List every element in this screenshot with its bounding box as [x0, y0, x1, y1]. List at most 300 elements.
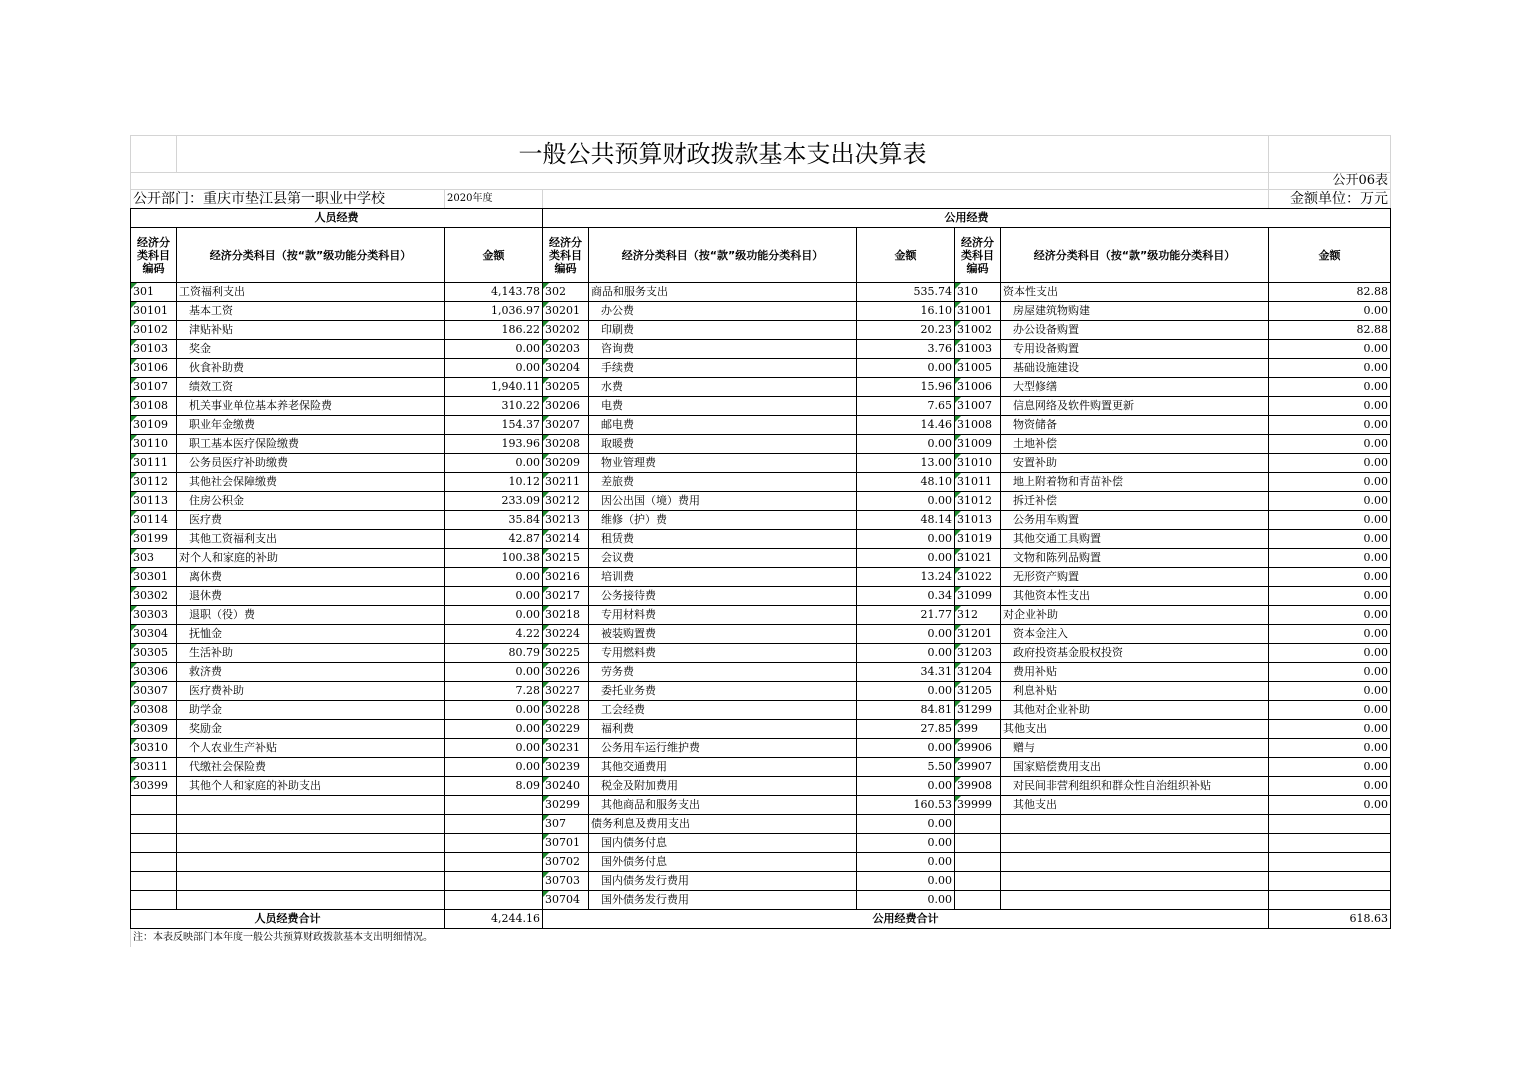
amount-cell: 0.00	[1269, 454, 1391, 473]
amount-cell: 0.00	[857, 644, 955, 663]
item-name-cell: 商品和服务支出	[589, 283, 857, 302]
code-cell: 30702	[543, 853, 589, 872]
amount-cell: 0.00	[445, 720, 543, 739]
amount-cell: 0.00	[1269, 530, 1391, 549]
public-total-label: 公用经费合计	[543, 910, 1269, 929]
code-cell: 30704	[543, 891, 589, 910]
amount-cell: 0.00	[1269, 796, 1391, 815]
item-name-cell: 其他社会保障缴费	[177, 473, 445, 492]
amount-cell: 310.22	[445, 397, 543, 416]
table-row	[131, 853, 1391, 872]
amount-cell: 0.00	[445, 701, 543, 720]
code-cell: 30206	[543, 397, 589, 416]
amount-cell: 0.00	[1269, 720, 1391, 739]
amount-cell	[445, 872, 543, 891]
item-name-cell: 专用燃料费	[589, 644, 857, 663]
item-name-cell: 离休费	[177, 568, 445, 587]
table-row	[131, 796, 1391, 815]
item-name-cell: 退休费	[177, 587, 445, 606]
table-row	[131, 701, 1391, 720]
amount-cell: 7.28	[445, 682, 543, 701]
amount-cell: 0.00	[1269, 663, 1391, 682]
code-cell: 30229	[543, 720, 589, 739]
amount-cell: 0.00	[1269, 340, 1391, 359]
amount-cell: 7.65	[857, 397, 955, 416]
amount-cell: 0.00	[1269, 701, 1391, 720]
amount-cell: 21.77	[857, 606, 955, 625]
item-name-cell: 印刷费	[589, 321, 857, 340]
code-cell: 30209	[543, 454, 589, 473]
table-body	[131, 283, 1391, 910]
expenditure-table	[130, 135, 1391, 947]
code-cell: 30108	[131, 397, 177, 416]
code-cell: 30215	[543, 549, 589, 568]
amount-cell: 233.09	[445, 492, 543, 511]
amount-cell	[445, 815, 543, 834]
code-cell: 30114	[131, 511, 177, 530]
amount-cell: 3.76	[857, 340, 955, 359]
item-name-cell: 国外债务发行费用	[589, 891, 857, 910]
table-row	[131, 492, 1391, 511]
code-cell: 30212	[543, 492, 589, 511]
code-cell: 31201	[955, 625, 1001, 644]
item-name-cell: 退职（役）费	[177, 606, 445, 625]
amount-cell: 0.00	[1269, 492, 1391, 511]
item-name-cell: 地上附着物和青苗补偿	[1001, 473, 1269, 492]
item-name-cell: 办公费	[589, 302, 857, 321]
amount-cell: 186.22	[445, 321, 543, 340]
code-cell: 39907	[955, 758, 1001, 777]
code-cell	[955, 891, 1001, 910]
amount-cell: 193.96	[445, 435, 543, 454]
item-name-cell: 会议费	[589, 549, 857, 568]
amount-cell: 0.00	[445, 568, 543, 587]
amount-cell: 0.00	[1269, 302, 1391, 321]
amount-cell: 34.31	[857, 663, 955, 682]
amount-cell: 0.00	[1269, 397, 1391, 416]
amount-cell: 15.96	[857, 378, 955, 397]
code-cell: 30310	[131, 739, 177, 758]
amount-cell: 0.00	[1269, 606, 1391, 625]
item-name-cell: 救济费	[177, 663, 445, 682]
item-name-cell	[177, 834, 445, 853]
code-cell: 30240	[543, 777, 589, 796]
item-name-cell: 资本性支出	[1001, 283, 1269, 302]
amount-cell: 0.00	[445, 758, 543, 777]
table-row	[131, 397, 1391, 416]
amount-cell: 1,940.11	[445, 378, 543, 397]
code-cell: 30101	[131, 302, 177, 321]
amount-cell: 100.38	[445, 549, 543, 568]
item-name-cell: 资本金注入	[1001, 625, 1269, 644]
item-name-cell: 咨询费	[589, 340, 857, 359]
table-row	[131, 625, 1391, 644]
expenditure-sheet	[130, 135, 1390, 947]
amount-cell: 0.00	[1269, 758, 1391, 777]
code-cell: 399	[955, 720, 1001, 739]
item-name-cell: 基础设施建设	[1001, 359, 1269, 378]
code-cell	[955, 853, 1001, 872]
item-name-cell: 其他交通费用	[589, 758, 857, 777]
item-name-cell: 其他支出	[1001, 720, 1269, 739]
item-name-cell: 工会经费	[589, 701, 857, 720]
blank-cell	[543, 190, 1269, 209]
amount-cell: 0.00	[857, 625, 955, 644]
item-name-cell: 国家赔偿费用支出	[1001, 758, 1269, 777]
amount-cell: 84.81	[857, 701, 955, 720]
code-cell: 31003	[955, 340, 1001, 359]
amount-cell: 0.00	[1269, 359, 1391, 378]
code-cell: 30107	[131, 378, 177, 397]
code-cell	[131, 815, 177, 834]
code-cell: 31002	[955, 321, 1001, 340]
item-name-cell: 职业年金缴费	[177, 416, 445, 435]
item-name-cell	[1001, 834, 1269, 853]
item-name-cell: 国外债务付息	[589, 853, 857, 872]
code-cell: 30302	[131, 587, 177, 606]
amount-cell	[445, 891, 543, 910]
item-name-cell	[1001, 872, 1269, 891]
item-name-cell	[1001, 815, 1269, 834]
blank-cell	[1269, 136, 1391, 173]
amount-cell: 0.00	[857, 530, 955, 549]
item-name-cell: 劳务费	[589, 663, 857, 682]
code-cell: 30299	[543, 796, 589, 815]
item-name-cell: 差旅费	[589, 473, 857, 492]
code-cell: 310	[955, 283, 1001, 302]
code-cell: 31299	[955, 701, 1001, 720]
amount-cell: 0.00	[857, 853, 955, 872]
table-row	[131, 568, 1391, 587]
amount-cell: 20.23	[857, 321, 955, 340]
item-name-cell: 福利费	[589, 720, 857, 739]
code-cell: 312	[955, 606, 1001, 625]
item-name-cell: 机关事业单位基本养老保险费	[177, 397, 445, 416]
amount-cell: 0.00	[1269, 739, 1391, 758]
item-name-cell	[177, 872, 445, 891]
code-cell: 39906	[955, 739, 1001, 758]
amount-cell: 0.00	[857, 872, 955, 891]
item-name-cell: 税金及附加费用	[589, 777, 857, 796]
item-name-cell: 无形资产购置	[1001, 568, 1269, 587]
amount-cell: 0.00	[1269, 777, 1391, 796]
item-name-cell: 专用设备购置	[1001, 340, 1269, 359]
code-cell: 31022	[955, 568, 1001, 587]
unit-label: 金额单位：万元	[1269, 190, 1391, 209]
amount-cell: 82.88	[1269, 283, 1391, 302]
item-name-cell: 津贴补贴	[177, 321, 445, 340]
item-name-cell: 个人农业生产补贴	[177, 739, 445, 758]
item-name-cell: 水费	[589, 378, 857, 397]
code-cell: 30701	[543, 834, 589, 853]
amount-cell: 80.79	[445, 644, 543, 663]
item-name-cell: 手续费	[589, 359, 857, 378]
table-row	[131, 340, 1391, 359]
amount-cell: 42.87	[445, 530, 543, 549]
table-row	[131, 283, 1391, 302]
table-row	[131, 549, 1391, 568]
code-cell: 30112	[131, 473, 177, 492]
item-name-cell	[177, 796, 445, 815]
item-name-cell: 其他支出	[1001, 796, 1269, 815]
code-cell: 30226	[543, 663, 589, 682]
item-name-cell	[177, 815, 445, 834]
amount-cell: 0.34	[857, 587, 955, 606]
table-row	[131, 416, 1391, 435]
amount-cell	[445, 834, 543, 853]
table-row	[131, 872, 1391, 891]
code-cell: 31009	[955, 435, 1001, 454]
table-row	[131, 644, 1391, 663]
amount-cell	[1269, 853, 1391, 872]
amount-cell: 4,143.78	[445, 283, 543, 302]
item-name-cell: 对个人和家庭的补助	[177, 549, 445, 568]
amount-cell: 0.00	[1269, 473, 1391, 492]
item-name-cell: 职工基本医疗保险缴费	[177, 435, 445, 454]
amount-cell: 0.00	[1269, 625, 1391, 644]
amount-cell	[445, 853, 543, 872]
item-name-cell: 物业管理费	[589, 454, 857, 473]
table-row	[131, 473, 1391, 492]
item-name-cell: 培训费	[589, 568, 857, 587]
item-name-cell: 电费	[589, 397, 857, 416]
column-header-code: 经济分类科目编码	[543, 228, 589, 283]
item-name-cell: 公务员医疗补助缴费	[177, 454, 445, 473]
amount-cell: 13.00	[857, 454, 955, 473]
code-cell: 30217	[543, 587, 589, 606]
code-cell: 31205	[955, 682, 1001, 701]
item-name-cell: 信息网络及软件购置更新	[1001, 397, 1269, 416]
code-cell: 30208	[543, 435, 589, 454]
item-name-cell: 大型修缮	[1001, 378, 1269, 397]
table-row	[131, 359, 1391, 378]
code-cell: 31007	[955, 397, 1001, 416]
item-name-cell: 奖金	[177, 340, 445, 359]
table-row	[131, 682, 1391, 701]
code-cell: 31008	[955, 416, 1001, 435]
code-cell: 30231	[543, 739, 589, 758]
item-name-cell: 其他工资福利支出	[177, 530, 445, 549]
amount-cell: 0.00	[857, 777, 955, 796]
code-cell: 30201	[543, 302, 589, 321]
item-name-cell: 住房公积金	[177, 492, 445, 511]
code-cell	[955, 872, 1001, 891]
code-cell: 30218	[543, 606, 589, 625]
item-name-cell: 其他个人和家庭的补助支出	[177, 777, 445, 796]
code-cell: 30204	[543, 359, 589, 378]
item-name-cell: 债务利息及费用支出	[589, 815, 857, 834]
item-name-cell: 物资储备	[1001, 416, 1269, 435]
column-header-name: 经济分类科目（按“款”级功能分类科目）	[177, 228, 445, 283]
item-name-cell: 对民间非营利组织和群众性自治组织补贴	[1001, 777, 1269, 796]
code-cell: 30224	[543, 625, 589, 644]
amount-cell: 0.00	[857, 549, 955, 568]
table-row	[131, 663, 1391, 682]
code-cell: 30199	[131, 530, 177, 549]
amount-cell: 27.85	[857, 720, 955, 739]
amount-cell: 0.00	[445, 663, 543, 682]
column-header-name: 经济分类科目（按“款”级功能分类科目）	[1001, 228, 1269, 283]
code-cell: 30307	[131, 682, 177, 701]
amount-cell: 13.24	[857, 568, 955, 587]
code-cell: 30109	[131, 416, 177, 435]
code-cell: 30308	[131, 701, 177, 720]
item-name-cell: 取暖费	[589, 435, 857, 454]
table-row	[131, 815, 1391, 834]
code-cell	[955, 815, 1001, 834]
page-title: 一般公共预算财政拨款基本支出决算表	[177, 136, 1269, 173]
item-name-cell: 安置补助	[1001, 454, 1269, 473]
code-cell: 30202	[543, 321, 589, 340]
code-cell: 30214	[543, 530, 589, 549]
amount-cell: 0.00	[1269, 682, 1391, 701]
table-row	[131, 530, 1391, 549]
personnel-total-label: 人员经费合计	[131, 910, 445, 929]
code-cell: 302	[543, 283, 589, 302]
item-name-cell: 房屋建筑物购建	[1001, 302, 1269, 321]
table-row	[131, 435, 1391, 454]
item-name-cell: 助学金	[177, 701, 445, 720]
amount-cell	[1269, 815, 1391, 834]
code-cell: 39908	[955, 777, 1001, 796]
code-cell: 30301	[131, 568, 177, 587]
code-cell	[131, 796, 177, 815]
amount-cell: 1,036.97	[445, 302, 543, 321]
code-cell: 30399	[131, 777, 177, 796]
code-cell: 39999	[955, 796, 1001, 815]
item-name-cell: 租赁费	[589, 530, 857, 549]
amount-cell: 0.00	[857, 359, 955, 378]
table-row	[131, 758, 1391, 777]
code-cell: 31099	[955, 587, 1001, 606]
fiscal-year: 2020年度	[445, 190, 543, 209]
code-cell: 307	[543, 815, 589, 834]
item-name-cell	[1001, 891, 1269, 910]
public-total-amount: 618.63	[1269, 910, 1391, 929]
code-cell	[131, 891, 177, 910]
item-name-cell	[1001, 853, 1269, 872]
item-name-cell: 因公出国（境）费用	[589, 492, 857, 511]
code-cell: 30309	[131, 720, 177, 739]
table-row	[131, 511, 1391, 530]
code-cell: 30211	[543, 473, 589, 492]
amount-cell: 0.00	[1269, 549, 1391, 568]
personnel-total-amount: 4,244.16	[445, 910, 543, 929]
amount-cell: 0.00	[1269, 378, 1391, 397]
column-header-amount: 金额	[445, 228, 543, 283]
amount-cell: 0.00	[857, 492, 955, 511]
amount-cell: 16.10	[857, 302, 955, 321]
amount-cell: 0.00	[445, 454, 543, 473]
code-cell: 30703	[543, 872, 589, 891]
code-cell: 30305	[131, 644, 177, 663]
code-cell: 31012	[955, 492, 1001, 511]
column-header-name: 经济分类科目（按“款”级功能分类科目）	[589, 228, 857, 283]
amount-cell: 0.00	[445, 587, 543, 606]
item-name-cell: 利息补贴	[1001, 682, 1269, 701]
amount-cell: 0.00	[1269, 587, 1391, 606]
amount-cell: 4.22	[445, 625, 543, 644]
amount-cell: 0.00	[857, 739, 955, 758]
code-cell: 30111	[131, 454, 177, 473]
table-row	[131, 302, 1391, 321]
item-name-cell: 工资福利支出	[177, 283, 445, 302]
amount-cell: 35.84	[445, 511, 543, 530]
item-name-cell: 专用材料费	[589, 606, 857, 625]
item-name-cell: 拆迁补偿	[1001, 492, 1269, 511]
code-cell: 31010	[955, 454, 1001, 473]
code-cell: 30207	[543, 416, 589, 435]
item-name-cell: 对企业补助	[1001, 606, 1269, 625]
table-row	[131, 777, 1391, 796]
code-cell: 30213	[543, 511, 589, 530]
amount-cell: 0.00	[857, 682, 955, 701]
table-number: 公开06表	[1269, 173, 1391, 190]
code-cell: 30239	[543, 758, 589, 777]
code-cell: 30106	[131, 359, 177, 378]
item-name-cell: 政府投资基金股权投资	[1001, 644, 1269, 663]
item-name-cell: 公务用车购置	[1001, 511, 1269, 530]
code-cell: 30216	[543, 568, 589, 587]
code-cell: 31021	[955, 549, 1001, 568]
code-cell: 30227	[543, 682, 589, 701]
amount-cell: 48.14	[857, 511, 955, 530]
amount-cell: 0.00	[857, 834, 955, 853]
code-cell: 31005	[955, 359, 1001, 378]
code-cell: 30205	[543, 378, 589, 397]
column-header-amount: 金额	[1269, 228, 1391, 283]
code-cell: 30228	[543, 701, 589, 720]
code-cell	[131, 834, 177, 853]
amount-cell: 0.00	[857, 815, 955, 834]
code-cell: 31001	[955, 302, 1001, 321]
code-cell: 30303	[131, 606, 177, 625]
amount-cell: 5.50	[857, 758, 955, 777]
amount-cell: 0.00	[1269, 568, 1391, 587]
item-name-cell: 其他商品和服务支出	[589, 796, 857, 815]
code-cell	[131, 853, 177, 872]
code-cell: 303	[131, 549, 177, 568]
table-row	[131, 834, 1391, 853]
item-name-cell: 办公设备购置	[1001, 321, 1269, 340]
amount-cell: 10.12	[445, 473, 543, 492]
code-cell: 30110	[131, 435, 177, 454]
code-cell: 301	[131, 283, 177, 302]
item-name-cell: 公务用车运行维护费	[589, 739, 857, 758]
item-name-cell: 国内债务付息	[589, 834, 857, 853]
amount-cell: 154.37	[445, 416, 543, 435]
item-name-cell: 委托业务费	[589, 682, 857, 701]
code-cell: 30103	[131, 340, 177, 359]
item-name-cell: 绩效工资	[177, 378, 445, 397]
table-row	[131, 891, 1391, 910]
amount-cell	[1269, 834, 1391, 853]
amount-cell: 160.53	[857, 796, 955, 815]
code-cell: 30304	[131, 625, 177, 644]
item-name-cell: 维修（护）费	[589, 511, 857, 530]
amount-cell: 0.00	[445, 606, 543, 625]
item-name-cell: 生活补助	[177, 644, 445, 663]
group-header-public: 公用经费	[543, 209, 1391, 228]
amount-cell: 0.00	[445, 739, 543, 758]
table-row	[131, 454, 1391, 473]
item-name-cell: 伙食补助费	[177, 359, 445, 378]
code-cell	[131, 872, 177, 891]
column-header-code: 经济分类科目编码	[131, 228, 177, 283]
code-cell	[955, 834, 1001, 853]
item-name-cell: 基本工资	[177, 302, 445, 321]
code-cell: 31019	[955, 530, 1001, 549]
